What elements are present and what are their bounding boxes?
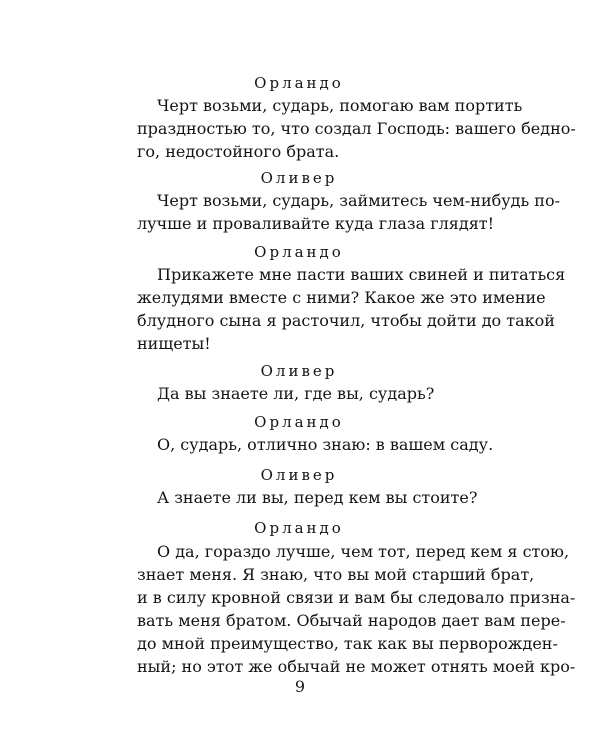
text-line: знает меня. Я знаю, что вы мой старший брат,: [137, 565, 535, 584]
text-line: Да вы знаете ли, где вы, сударь?: [157, 384, 435, 403]
speaker-name: Орландо: [254, 519, 344, 537]
text-line: нищеты!: [137, 334, 211, 353]
text-line: Прикажете мне пасти ваших свиней и питаться: [157, 265, 566, 284]
speaker-name: Оливер: [260, 362, 338, 380]
speaker-name: Орландо: [254, 413, 344, 431]
text-line: О да, гораздо лучше, чем тот, перед кем я стою,: [157, 542, 570, 561]
text-line: праздностью то, что создал Господь: вашего бедно-: [137, 119, 576, 138]
text-line: вать меня братом. Обычай народов дает вам пере-: [137, 611, 566, 630]
speech-paragraph: [137, 382, 461, 405]
speaker-name: Оливер: [260, 466, 338, 484]
page-number: 9: [294, 677, 306, 696]
speaker-name: Орландо: [254, 74, 344, 92]
text-line: ный; но этот же обычай не может отнять моей кро-: [137, 657, 576, 676]
text-line: лучше и проваливайте куда глаза глядят!: [137, 214, 495, 233]
text-line: и в силу кровной связи и вам бы следовало призна-: [137, 588, 576, 607]
speech-paragraph: [137, 94, 576, 163]
speech-paragraph: [137, 189, 561, 235]
text-line: желудями вместе с ними? Какое же это имение: [137, 288, 546, 307]
text-line: го, недостойного брата.: [137, 142, 340, 161]
speech-paragraph: [137, 433, 494, 456]
text-line: О, сударь, отлично знаю: в вашем саду.: [157, 435, 494, 454]
speaker-name: Оливер: [260, 169, 338, 187]
speaker-name: Орландо: [254, 243, 344, 261]
text-line: Черт возьми, сударь, займитесь чем-нибудь по-: [157, 191, 561, 210]
text-line: А знаете ли вы, перед кем вы стоите?: [157, 488, 478, 507]
speech-paragraph: [137, 486, 478, 509]
text-line: блудного сына я расточил, чтобы дойти до такой: [137, 311, 555, 330]
speech-paragraph: [137, 540, 576, 678]
text-line: до мной преимущество, так как вы перворожден-: [137, 634, 558, 653]
speech-paragraph: [137, 263, 566, 355]
text-line: Черт возьми, сударь, помогаю вам портить: [157, 96, 523, 115]
